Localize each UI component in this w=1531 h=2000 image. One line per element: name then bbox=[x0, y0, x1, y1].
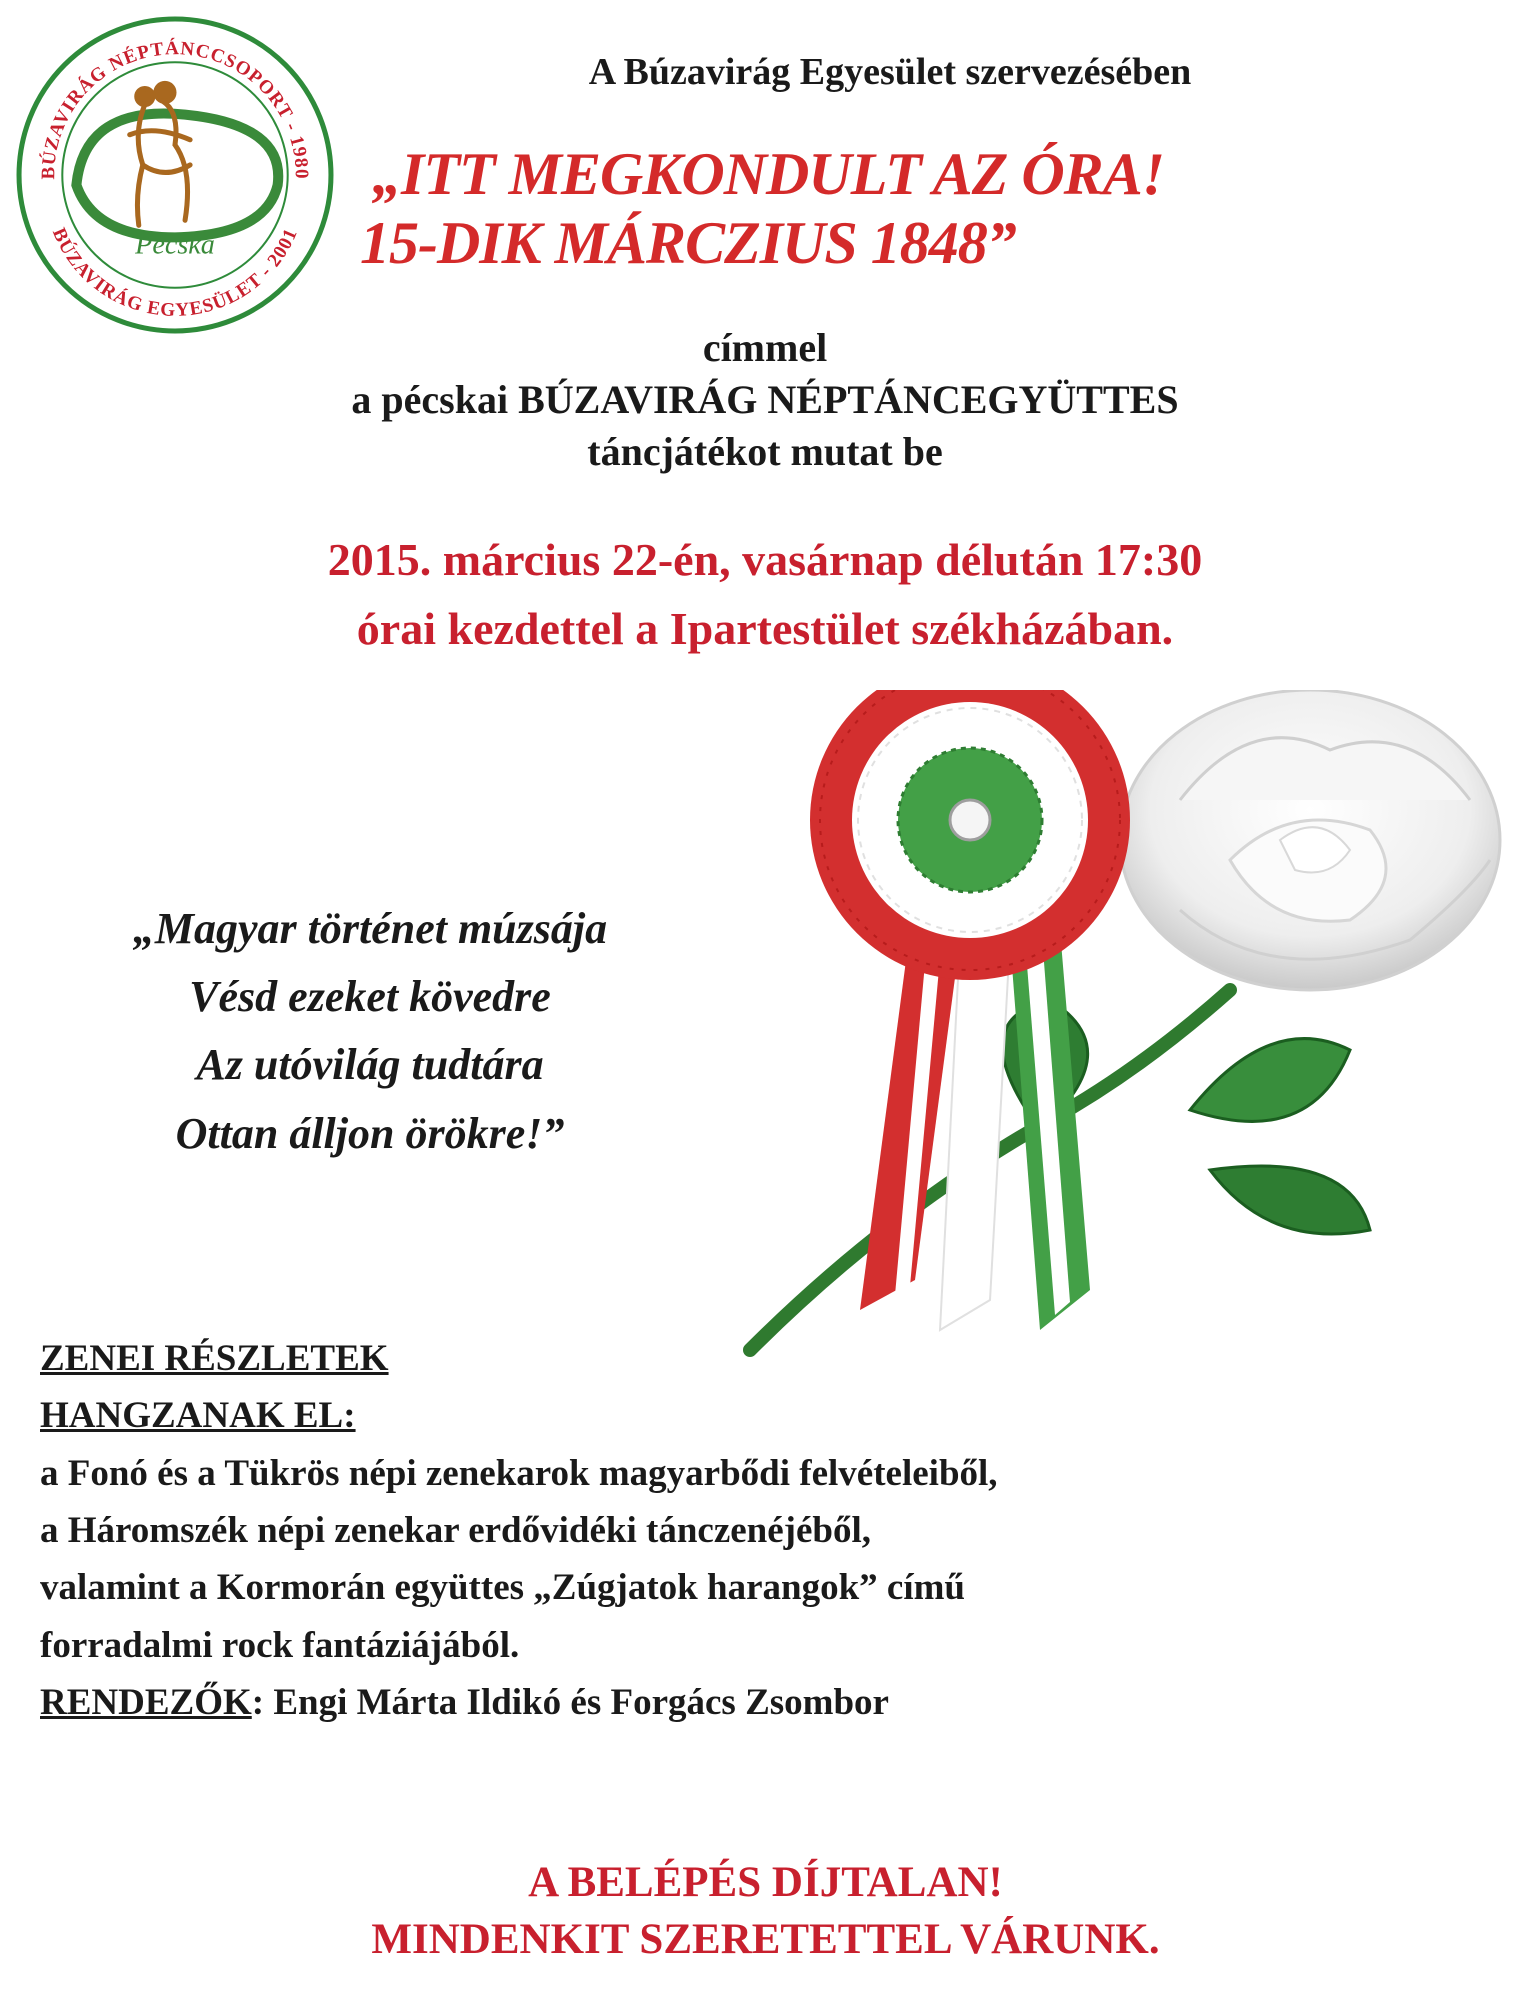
event-line-2: órai kezdettel a Ipartestület székházában. bbox=[356, 603, 1174, 654]
logo-center-text: Pécska bbox=[135, 229, 215, 261]
intro-line-1: címmel bbox=[702, 325, 828, 370]
music-line: a Háromszék népi zenekar erdővidéki tánczenéjéből, bbox=[40, 1510, 872, 1552]
buzavirag-logo bbox=[14, 14, 336, 336]
footer-line-1: A BELÉPÉS DÍJTALAN! bbox=[528, 1859, 1003, 1906]
logo-ring-bottom-text: BÚZAVIRÁG EGYESÜLET - 2001 bbox=[47, 224, 303, 322]
poem-line: „Magyar történet múzsája bbox=[132, 904, 608, 953]
title-line-2: 15-DIK MÁRCZIUS 1848” bbox=[360, 210, 1016, 276]
music-line: valamint a Kormorán együttes „Zúgjatok harangok” című bbox=[40, 1567, 965, 1609]
poem-line: Ottan álljon örökre!” bbox=[175, 1108, 565, 1158]
footer-line-2: MINDENKIT SZERETETTEL VÁRUNK. bbox=[371, 1915, 1160, 1963]
music-line: a Fonó és a Tükrös népi zenekarok magyarbődi felvételeiből, bbox=[40, 1452, 998, 1494]
rose-leaf-icon bbox=[1190, 1039, 1350, 1122]
music-heading-1: ZENEI RÉSZLETEK bbox=[40, 1338, 389, 1379]
cockade-ribbon-tails bbox=[860, 930, 1090, 1330]
tricolor-cockade-icon bbox=[810, 690, 1130, 980]
organizer-line: A Búzavirág Egyesület szervezésében bbox=[588, 51, 1192, 93]
event-date-venue bbox=[100, 525, 1430, 663]
cockade-and-rose-illustration bbox=[710, 690, 1530, 1410]
event-line-1: 2015. március 22-én, vasárnap délután 17:30 bbox=[327, 534, 1203, 585]
directors-names: : Engi Márta Ildikó és Forgács Zsombor bbox=[251, 1682, 889, 1724]
event-title bbox=[360, 140, 1420, 278]
poem bbox=[20, 895, 720, 1168]
poem-line: Vésd ezeket kövedre bbox=[189, 972, 551, 1022]
music-heading-2: HANGZANAK EL: bbox=[40, 1395, 356, 1437]
directors-line bbox=[40, 1674, 1500, 1731]
music-line: forradalmi rock fantáziájából. bbox=[40, 1624, 520, 1666]
footer-notice bbox=[50, 1855, 1481, 1969]
music-section bbox=[40, 1330, 1500, 1731]
intro-line-3: táncjátékot mutat be bbox=[587, 429, 943, 474]
intro-line-2: a pécskai BÚZAVIRÁG NÉPTÁNCEGYÜTTES bbox=[351, 377, 1179, 422]
poem-line: Az utóvilág tudtára bbox=[196, 1040, 544, 1090]
rose-leaf-icon bbox=[1210, 1166, 1370, 1234]
logo-ring-top-text: BÚZAVIRÁG NÉPTÁNCCSOPORT - 1980 bbox=[38, 38, 312, 180]
white-rose-icon bbox=[1120, 690, 1500, 990]
intro-block bbox=[150, 322, 1380, 478]
directors-label: RENDEZŐK bbox=[40, 1682, 252, 1724]
title-line-1: „ITT MEGKONDULT AZ ÓRA! bbox=[372, 141, 1165, 207]
